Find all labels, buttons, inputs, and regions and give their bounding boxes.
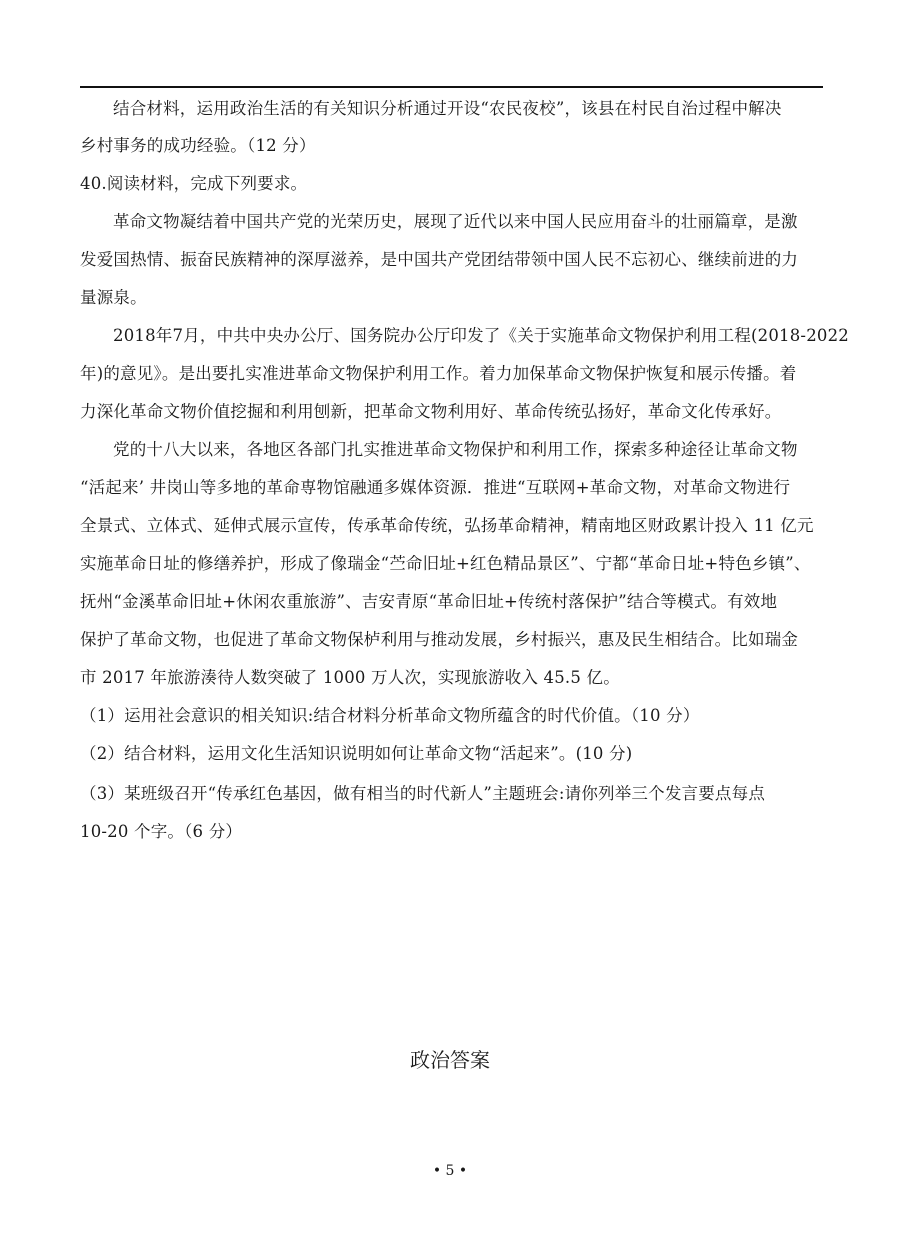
question-39-line-2: 乡村事务的成功经验。（12 分）: [80, 136, 316, 155]
material-paragraph-3-line-4: 实施革命日址的修缮养护，形成了像瑞金“苎命旧址+红色精品景区”、宁都“革命日址+特色乡镇”、: [80, 554, 811, 573]
top-rule: [80, 86, 823, 88]
answer-section-heading: 政治答案: [410, 1048, 490, 1072]
question-40-title: 40.阅读材料，完成下列要求。: [80, 174, 308, 193]
sub-question-3-line-2: 10-20 个字。（6 分）: [80, 822, 243, 841]
material-paragraph-3-line-2: “活起来’ 井岗山等多地的革命専物馆融通多媒体资源．推进“互联网+革命文物，对革命文物进行: [80, 478, 791, 497]
question-39-line-1: 结合材料，运用政治生活的有关知识分析通过开设“农民夜校”，该县在村民自治过程中解决: [113, 99, 782, 118]
material-paragraph-3-line-6: 保护了革命文物，也促进了革命文物保栌利用与推动发展，乡村振兴，惠及民生相结合。比如瑞金: [80, 630, 799, 649]
material-paragraph-3-line-7: 市 2017 年旅游湊待人数突破了 1000 万人次，实现旅游收入 45.5 亿。: [80, 668, 620, 687]
material-paragraph-2-line-3: 力深化革命文物价值挖掘和利用刨新，把革命文物利用好、革命传统弘扬好，革命文化传承好。: [80, 402, 782, 421]
page-number: • 5 •: [432, 1163, 468, 1179]
material-paragraph-2-line-2: 年)的意见》。是出要扎实准进革命文物保护利用工作。着力加保革命文物保护恢复和展示传播。着: [80, 364, 797, 383]
sub-question-3-line-1: （3）某班级召开“传承红色基因，做有相当的时代新人”主题班会:请你列举三个发言要点每点: [80, 784, 766, 803]
material-paragraph-3-line-5: 抚州“金溪革命旧址+休闲农重旅游”、吉安青原“革命旧址+传统村落保护”结合等模式。有效地: [80, 592, 778, 611]
material-paragraph-1-line-1: 革命文物凝结着中国共产党的光荣历史，展现了近代以来中国人民应用奋斗的壮丽篇章，是激: [113, 212, 798, 231]
material-paragraph-3-line-1: 党的十八大以来，各地区各部门扎实推进革命文物保护和利用工作，探索多种途径让革命文物: [113, 440, 798, 459]
material-paragraph-1-line-2: 发爱国热情、振奋民族精神的深厚滋养，是中国共产党团结带领中国人民不忘初心、继续前进的力: [80, 250, 799, 269]
material-paragraph-2-line-1: 2018年7月，中共中央办公厅、国务院办公厅印发了《关于实施革命文物保护利用工程(2018-2022: [113, 326, 849, 345]
sub-question-2: （2）结合材料，运用文化生活知识说明如何让革命文物“活起来”。(10 分): [80, 744, 633, 763]
sub-question-1: （1）运用社会意识的相关知识:结合材料分析革命文物所蕴含的时代价值。（10 分）: [80, 706, 700, 725]
material-paragraph-3-line-3: 全景式、立体式、延伸式展示宣传，传承革命传统，弘扬革命精神，精南地区财政累计投入 11 亿元: [80, 516, 814, 535]
material-paragraph-1-line-3: 量源泉。: [80, 288, 147, 307]
